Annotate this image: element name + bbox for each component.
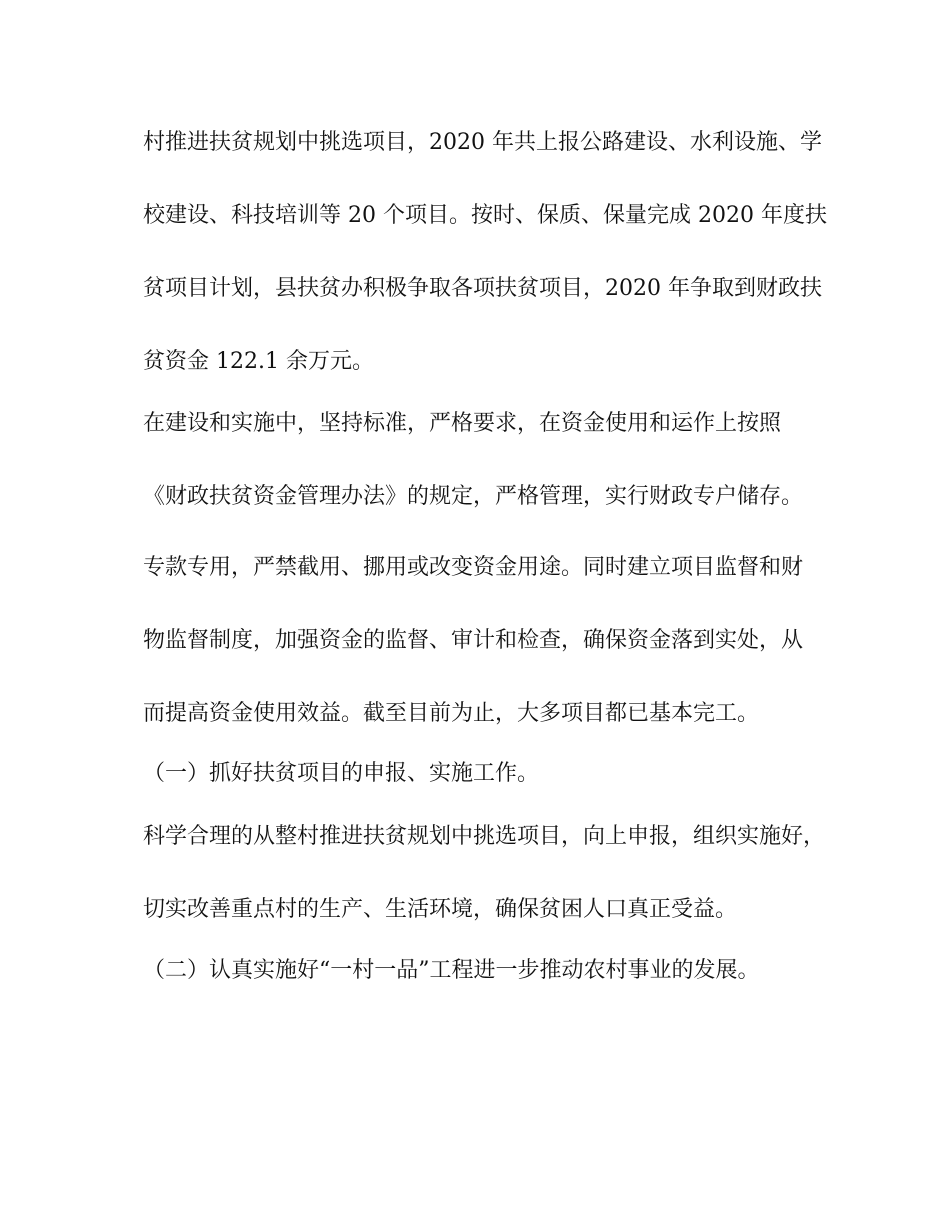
paragraph-2-line-2: 《财政扶贫资金管理办法》的规定，严格管理，实行财政专户储存。 [143,484,804,509]
paragraph-1-line-4: 贫资金 122.1 余万元。 [143,349,374,374]
paragraph-2-line-1: 在建设和实施中，坚持标准，严格要求，在资金使用和运作上按照 [143,411,782,436]
paragraph-2-line-4: 物监督制度，加强资金的监督、审计和检查，确保资金落到实处，从 [143,628,804,653]
paragraph-3-line-1: 科学合理的从整村推进扶贫规划中挑选项目，向上申报，组织实施好， [143,824,826,849]
paragraph-2-line-5: 而提高资金使用效益。截至目前为止，大多项目都已基本完工。 [143,701,760,726]
paragraph-3-line-2: 切实改善重点村的生产、生活环境，确保贫困人口真正受益。 [143,897,738,922]
section-heading-1: （一）抓好扶贫项目的申报、实施工作。 [143,761,540,786]
paragraph-1-line-2: 校建设、科技培训等 20 个项目。按时、保质、保量完成 2020 年度扶 [143,203,827,228]
paragraph-1-line-1: 村推进扶贫规划中挑选项目，2020 年共上报公路建设、水利设施、学 [143,130,822,155]
section-heading-2: （二）认真实施好“一村一品”工程进一步推动农村事业的发展。 [143,958,760,983]
paragraph-1-line-3: 贫项目计划，县扶贫办积极争取各项扶贫项目，2020 年争取到财政扶 [143,276,822,301]
paragraph-2-line-3: 专款专用，严禁截用、挪用或改变资金用途。同时建立项目监督和财 [143,555,804,580]
